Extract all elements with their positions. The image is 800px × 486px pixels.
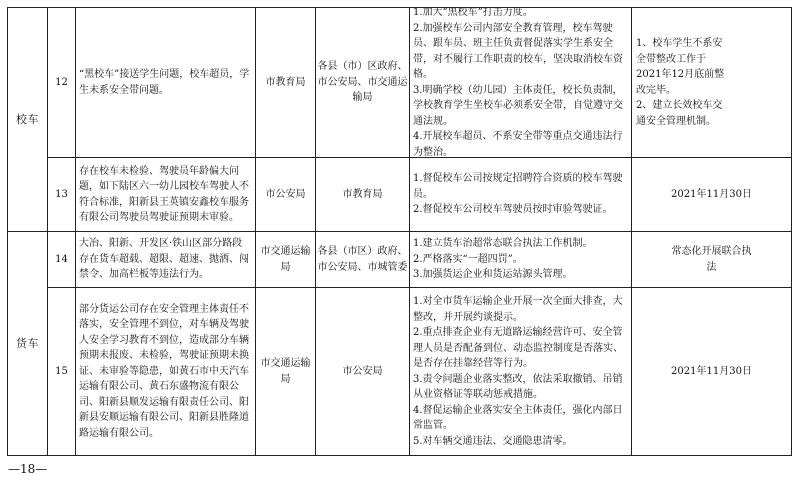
row-number: 14 xyxy=(55,253,68,265)
measure-item: 2.严格落实“一超四罚”。 xyxy=(413,253,523,265)
category-cell-school-bus xyxy=(8,8,48,232)
remediation-table xyxy=(7,7,792,456)
problem-cell xyxy=(76,8,256,158)
deadline-cell xyxy=(632,288,792,456)
problem-text: 大冶、阳新、开发区·铁山区部分路段存在货车超载、超限、超速、抛洒、闯禁令、加高栏板等违法行为。 xyxy=(79,238,249,281)
deadline-item: 1、校车学生不系安全带整改工作于2021年12月底前整改完毕。 xyxy=(636,38,725,96)
lead-unit-cell xyxy=(256,158,316,232)
problem-text: 存在校车未检验、驾驶员年龄偏大问题，如下陆区六一幼儿园校车驾驶人不符合标准，阳新县王英镇安鑫校车服务有限公司驾驶员驾驶证预期未审验。 xyxy=(79,165,249,223)
deadline-item: 2、建立长效校车交通安全管理机制。 xyxy=(636,100,723,127)
row-number-cell xyxy=(48,288,76,456)
deadline-item: 2021年11月30日 xyxy=(671,365,752,377)
measure-item: 2.加强校车公司内部安全教育管理，校车驾驶员、跟车员、班主任负责督促落实学生系安全带，对不履行工作职责的校车，坚决取消校车资格。 xyxy=(413,22,623,80)
lead-unit-text: 市公安局 xyxy=(265,188,306,200)
lead-unit-text: 市教育局 xyxy=(265,76,306,88)
deadline-item: 2021年11月30日 xyxy=(671,188,752,200)
measure-item: 1.加大“黑校车”打击力度。 xyxy=(413,8,533,18)
lead-unit-text: 市交通运输局 xyxy=(260,358,311,385)
measure-item: 2.重点排查企业有无道路运输经营许可、安全管理人员是否配备到位、动态监控制度是否落实、是否存在挂靠经营等行为。 xyxy=(413,327,623,369)
row-number-cell xyxy=(48,8,76,158)
measure-item: 3.加强货运企业和货运站源头管理。 xyxy=(413,269,573,281)
measures-cell xyxy=(410,158,632,232)
measures-cell xyxy=(410,288,632,456)
category-label: 校车 xyxy=(16,112,39,126)
deadline-cell xyxy=(632,232,792,288)
measures-cell xyxy=(410,232,632,288)
lead-unit-cell xyxy=(256,232,316,288)
problem-cell xyxy=(76,232,256,288)
deadline-cell xyxy=(632,8,792,158)
measure-item: 4.开展校车超员、不系安全带等重点交通违法行为整治。 xyxy=(413,131,623,158)
deadline-item: 常态化开展联合执法 xyxy=(671,246,752,273)
measure-item: 4.督促运输企业落实安全主体责任，强化内部日常监管。 xyxy=(413,404,623,431)
lead-unit-text: 市交通运输局 xyxy=(260,246,311,273)
measure-item: 3.明确学校（幼儿园）主体责任，校长负责制，学校教育学生坐校车必须系安全带，自觉遵守交通法规。 xyxy=(413,84,623,127)
page-number: —18— xyxy=(8,462,48,476)
measure-item: 3.责令问题企业落实整改，依法采取撤销、吊销从业资格证等联动惩戒措施。 xyxy=(413,373,623,400)
measure-item: 1.对全市货车运输企业开展一次全面大排查，大整改，并开展约谈提示。 xyxy=(413,296,623,323)
responsible-units-cell xyxy=(316,158,410,232)
responsible-units-text: 各县（市区）政府、市公安局、市城管委 xyxy=(317,246,408,273)
problem-cell xyxy=(76,158,256,232)
row-number: 12 xyxy=(55,76,68,88)
deadline-list xyxy=(636,36,731,129)
responsible-units-cell xyxy=(316,8,410,158)
measure-item: 2.督促校车公司校车驾驶员按时审验驾驶证。 xyxy=(413,204,613,216)
problem-text: 部分货运公司存在安全管理主体责任不落实，安全管理不到位，对车辆及驾驶人安全学习教育不到位，造成部分车辆预期未报废、未检验，驾驶证预期未换证、未审验等隐患，如黄石市中天汽车运输有限公司、黄石东盛物流有限公司、阳新县顺发运输有限责任公司、阳新县安顺运输有限公司、阳新县胜隆道路运输有限公司。 xyxy=(79,303,249,439)
responsible-units-cell xyxy=(316,288,410,456)
row-number-cell xyxy=(48,158,76,232)
responsible-units-text: 各县（市）区政府、市公安局、市交通运输局 xyxy=(317,61,408,104)
category-label: 货车 xyxy=(16,336,39,350)
measure-item: 1.建立货车治超常态联合执法工作机制。 xyxy=(413,238,593,250)
measure-item: 5.对车辆交通违法、交通隐患清零。 xyxy=(413,435,573,447)
row-number: 15 xyxy=(55,365,68,377)
measures-cell xyxy=(410,8,632,158)
lead-unit-cell xyxy=(256,288,316,456)
measure-item: 1.督促校车公司按规定招聘符合资质的校车驾驶员。 xyxy=(413,173,623,200)
row-number: 13 xyxy=(55,188,68,200)
responsible-units-text: 市教育局 xyxy=(342,188,383,200)
deadline-cell xyxy=(632,158,792,232)
row-number-cell xyxy=(48,232,76,288)
category-cell-truck xyxy=(8,232,48,456)
problem-text: “黑校车”接送学生问题，校车超员，学生未系安全带问题。 xyxy=(79,69,250,96)
responsible-units-cell xyxy=(316,232,410,288)
responsible-units-text: 市公安局 xyxy=(342,365,383,377)
lead-unit-cell xyxy=(256,8,316,158)
problem-cell xyxy=(76,288,256,456)
